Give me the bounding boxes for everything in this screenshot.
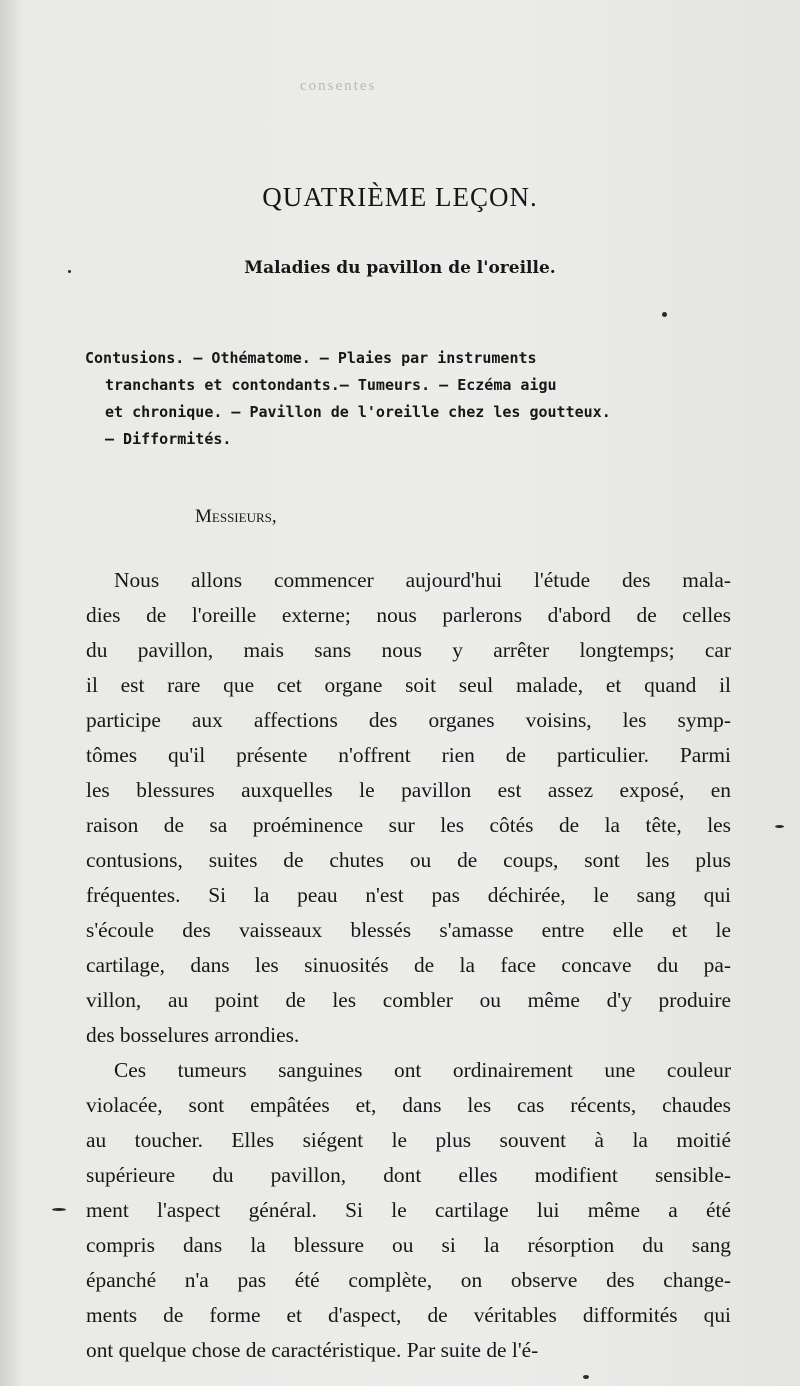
text-line: participe aux affections des organes voisins, les symp- [86, 708, 731, 732]
ink-speck [52, 1208, 66, 1211]
text-line: du pavillon, mais sans nous y arrêter longtemps; car [86, 638, 731, 662]
ink-speck [583, 1375, 589, 1379]
text-line: cartilage, dans les sinuosités de la face concave du pa- [86, 953, 731, 977]
summary-line: tranchants et contondants.— Tumeurs. — Eczéma aigu [105, 376, 557, 394]
text-line: tômes qu'il présente n'offrent rien de particulier. Parmi [86, 743, 731, 767]
paragraph-1 [86, 563, 731, 1053]
text-line: violacée, sont empâtées et, dans les cas récents, chaudes [86, 1093, 731, 1117]
summary-line: — Difformités. [105, 430, 232, 448]
text-line: au toucher. Elles siégent le plus souvent à la moitié [86, 1128, 731, 1152]
chapter-summary [85, 345, 735, 453]
text-line: les blessures auxquelles le pavillon est assez exposé, en [86, 778, 731, 802]
chapter-title: QUATRIÈME LEÇON. [262, 182, 538, 212]
bleed-through-text: consentes [300, 78, 377, 94]
greeting-rest: essieurs, [211, 506, 277, 527]
chapter-subtitle: Maladies du pavillon de l'oreille. [244, 258, 556, 278]
text-line: ments de forme et d'aspect, de véritables difformités qui [86, 1303, 731, 1327]
body-text [86, 563, 731, 1368]
greeting-initial: M [195, 506, 212, 527]
text-line: contusions, suites de chutes ou de coups, sont les plus [86, 848, 731, 872]
text-line: ont quelque chose de caractéristique. Par suite de l'é- [86, 1338, 539, 1362]
text-line: dies de l'oreille externe; nous parlerons d'abord de celles [86, 603, 731, 627]
paragraph-2 [86, 1053, 731, 1368]
text-line: des bosselures arrondies. [86, 1023, 300, 1047]
text-line: fréquentes. Si la peau n'est pas déchirée, le sang qui [86, 883, 731, 907]
text-line: raison de sa proéminence sur les côtés de la tête, les [86, 813, 731, 837]
text-line: ment l'aspect général. Si le cartilage lui même a été [86, 1198, 731, 1222]
summary-line: et chronique. — Pavillon de l'oreille chez les goutteux. [105, 403, 611, 421]
summary-line: Contusions. — Othématome. — Plaies par instruments [85, 349, 537, 367]
text-line: compris dans la blessure ou si la résorption du sang [86, 1233, 731, 1257]
text-line: il est rare que cet organe soit seul malade, et quand il [86, 673, 731, 697]
text-line: s'écoule des vaisseaux blessés s'amasse entre elle et le [86, 918, 731, 942]
text-line: Nous allons commencer aujourd'hui l'étude des mala- [114, 568, 731, 592]
ink-speck [775, 825, 784, 828]
ink-speck [68, 270, 71, 273]
text-line: supérieure du pavillon, dont elles modifient sensible- [86, 1163, 731, 1187]
text-line: épanché n'a pas été complète, on observe des change- [86, 1268, 731, 1292]
text-line: Ces tumeurs sanguines ont ordinairement une couleur [114, 1058, 731, 1082]
text-line: villon, au point de les combler ou même d'y produire [86, 988, 731, 1012]
ink-speck [662, 312, 667, 317]
greeting [195, 506, 277, 528]
